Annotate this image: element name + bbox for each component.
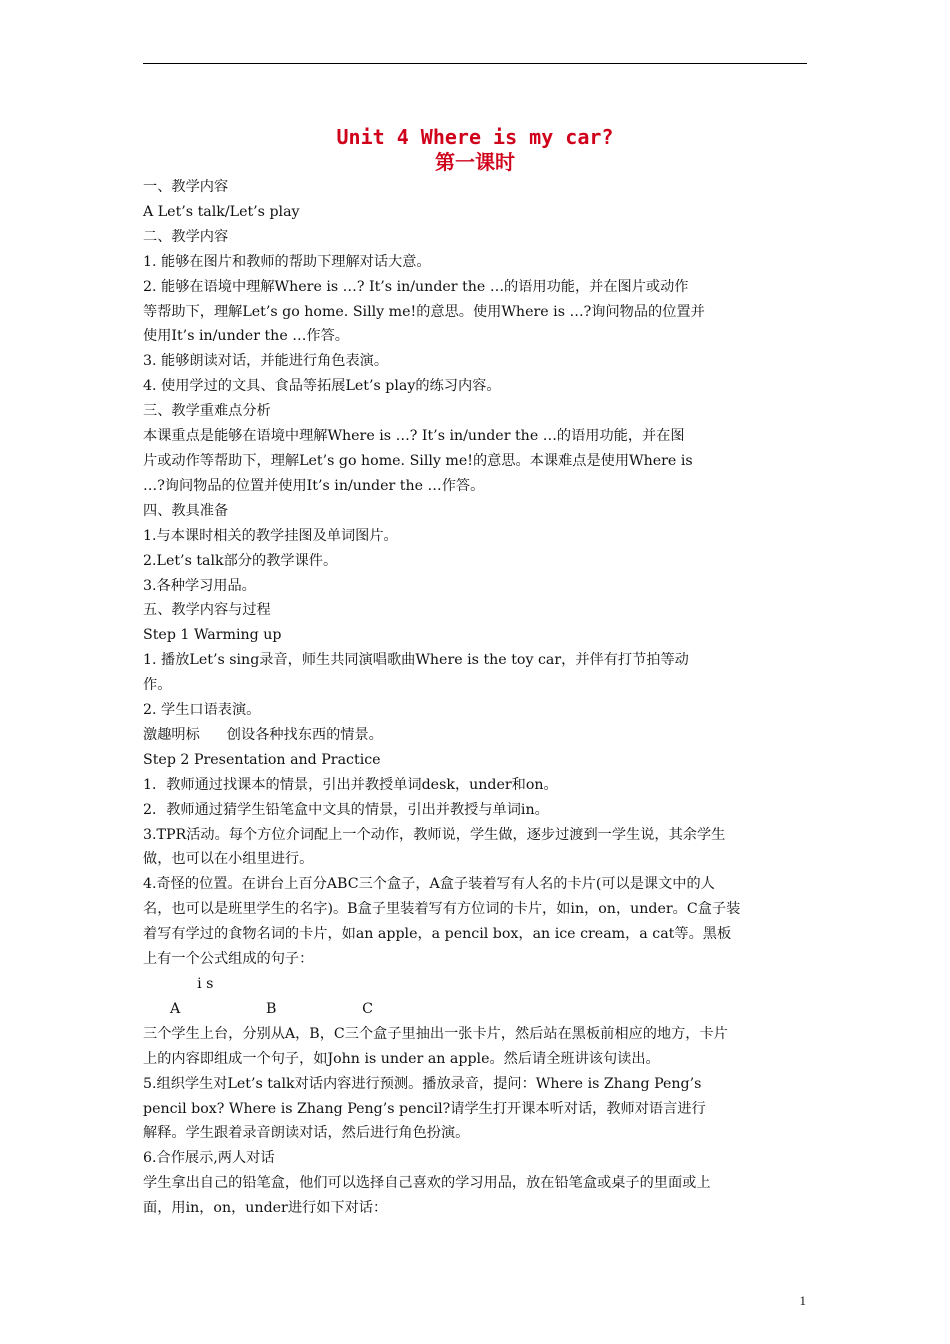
body-line: 4. 使用学过的文具、食品等拓展Let’s play的练习内容。 xyxy=(143,378,501,395)
body-line: 面，用in，on，under进行如下对话： xyxy=(143,1200,388,1217)
body-line: 上有一个公式组成的句子： xyxy=(143,951,314,968)
body-line: 使用It’s in/under the …作答。 xyxy=(143,328,349,345)
body-line: 1. 能够在图片和教师的帮助下理解对话大意。 xyxy=(143,253,431,270)
formula-line: A B C xyxy=(143,1000,373,1017)
body-line: 1.与本课时相关的教学挂图及单词图片。 xyxy=(143,527,398,544)
body-line: 一、教学内容 xyxy=(143,179,229,195)
body-line: 五、教学内容与过程 xyxy=(143,602,271,619)
body-line: 1．教师通过找课本的情景，引出并教授单词desk，under和on。 xyxy=(143,776,558,793)
body-line: Step 1 Warming up xyxy=(143,627,282,644)
body-line: …?询问物品的位置并使用It’s in/under the …作答。 xyxy=(143,477,485,494)
body-line: 激趣明标 创设各种找东西的情景。 xyxy=(143,726,383,743)
body-line: 6.合作展示,两人对话 xyxy=(143,1150,275,1167)
body-line: 三、教学重难点分析 xyxy=(143,403,271,420)
body-line: 上的内容即组成一个句子，如John is under an apple。然后请全班讲该句读出。 xyxy=(143,1050,660,1067)
body-line: 本课重点是能够在语境中理解Where is …? It’s in/under the …的语用功能，并在图 xyxy=(143,428,685,445)
body-line: 四、教具准备 xyxy=(143,502,229,519)
body-line: 学生拿出自己的铅笔盒，他们可以选择自己喜欢的学习用品，放在铅笔盒或桌子的里面或上 xyxy=(143,1175,711,1192)
document-body xyxy=(143,175,807,1221)
body-line: 3.TPR活动。每个方位介词配上一个动作，教师说，学生做，逐步过渡到一学生说，其余学生 xyxy=(143,826,726,843)
body-line: A Let’s talk/Let’s play xyxy=(143,203,300,220)
body-line: 2.Let’s talk部分的教学课件。 xyxy=(143,552,338,569)
formula-line: i s xyxy=(143,976,214,992)
body-line: 片或动作等帮助下，理解Let’s go home. Silly me!的意思。本课难点是使用Where is xyxy=(143,452,693,469)
body-line: 做，也可以在小组里进行。 xyxy=(143,851,314,868)
body-line: 3.各种学习用品。 xyxy=(143,577,256,594)
body-line: 作。 xyxy=(143,677,172,694)
body-line: 着写有学过的食物名词的卡片，如an apple，a pencil box，an ice cream，a cat等。黑板 xyxy=(143,926,732,943)
body-line: 5.组织学生对Let’s talk对话内容进行预测。播放录音，提问：Where is Zhang Peng’s xyxy=(143,1075,702,1092)
body-line: 2. 学生口语表演。 xyxy=(143,702,261,719)
body-line: 二、教学内容 xyxy=(143,228,229,245)
body-line: 解释。学生跟着录音朗读对话，然后进行角色扮演。 xyxy=(143,1125,470,1142)
body-line: 名，也可以是班里学生的名字)。B盒子里装着写有方位词的卡片，如in，on，under。C盒子装 xyxy=(143,901,741,918)
document-subtitle: 第一课时 xyxy=(435,150,515,174)
body-line: 三个学生上台，分别从A，B，C三个盒子里抽出一张卡片，然后站在黑板前相应的地方，卡片 xyxy=(143,1025,728,1042)
document-title: Unit 4 Where is my car? xyxy=(336,125,614,149)
header-rule xyxy=(143,63,807,64)
body-line: Step 2 Presentation and Practice xyxy=(143,751,381,768)
page-number: 1 xyxy=(799,1293,806,1308)
body-line: 等帮助下，理解Let’s go home. Silly me!的意思。使用Where is …?询问物品的位置并 xyxy=(143,303,705,320)
body-line: pencil box? Where is Zhang Peng’s pencil?请学生打开课本听对话，教师对语言进行 xyxy=(143,1100,706,1117)
body-line: 3. 能够朗读对话，并能进行角色表演。 xyxy=(143,353,389,370)
body-line: 2. 能够在语境中理解Where is …? It’s in/under the …的语用功能，并在图片或动作 xyxy=(143,278,689,295)
body-line: 1. 播放Let’s sing录音，师生共同演唱歌曲Where is the toy car，并伴有打节拍等动 xyxy=(143,652,689,669)
body-line: 2．教师通过猜学生铅笔盒中文具的情景，引出并教授与单词in。 xyxy=(143,801,549,818)
body-line: 4.奇怪的位置。在讲台上百分ABC三个盒子，A盒子装着写有人名的卡片(可以是课文中的人 xyxy=(143,876,715,893)
